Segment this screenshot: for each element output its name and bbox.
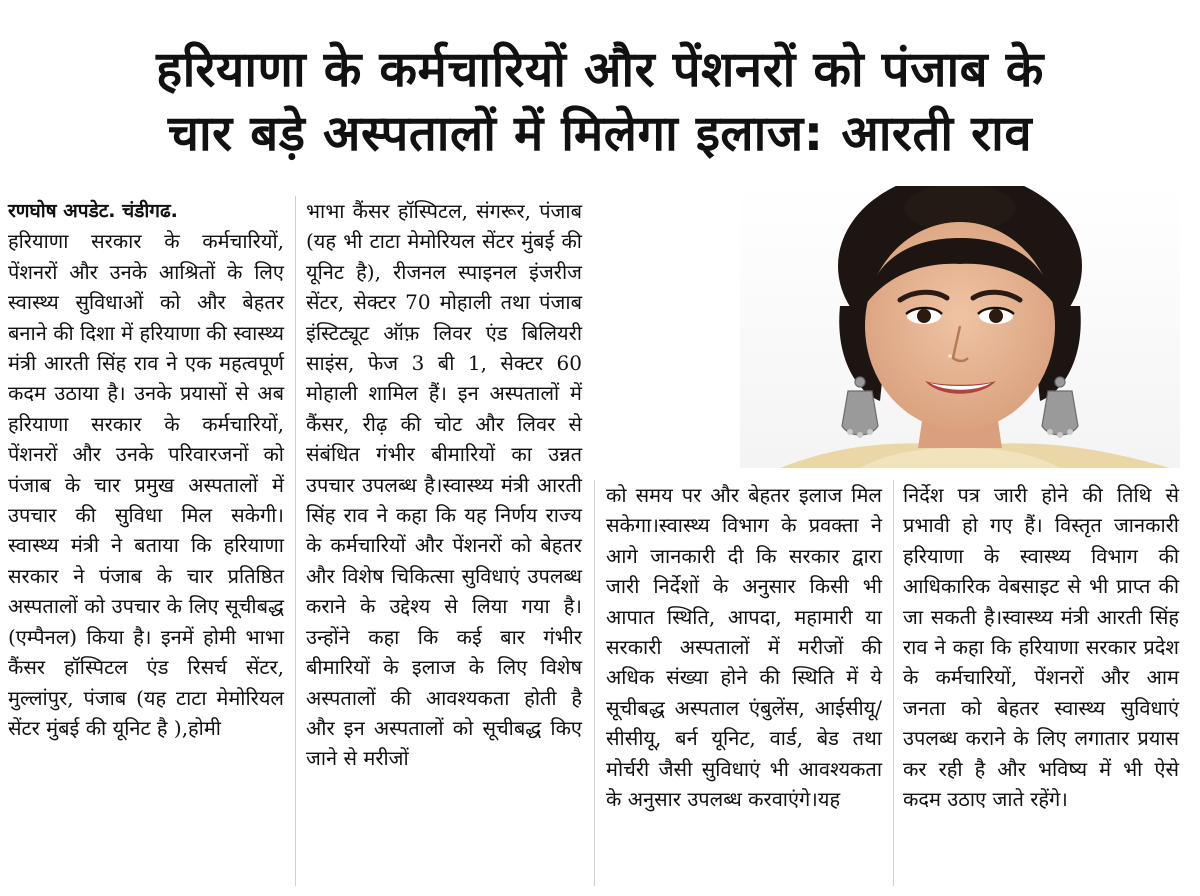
article-column-3	[606, 480, 882, 814]
article-column-1	[8, 196, 284, 743]
article-column-4	[903, 480, 1179, 814]
headline	[20, 38, 1180, 166]
column-3-text: को समय पर और बेहतर इलाज मिल सकेगा।स्वास्थ्य विभाग के प्रवक्ता ने आगे जानकारी दी कि सरकार द्वारा जारी निर्देशों के अनुसार किसी भी आपात स्थिति, आपदा, महामारी या सरकारी अस्पतालों में मरीजों की अधिक संख्या होने की स्थिति में ये सूचीबद्ध अस्पताल एंबुलेंस, आईसीयू/सीसीयू, बर्न यूनिट, वार्ड, बेड तथा मोर्चरी जैसी सुविधाएं भी आवश्यकता के अनुसार उपलब्ध करवाएंगे।यह	[606, 483, 882, 812]
portrait-photo	[740, 186, 1180, 468]
column-divider	[893, 480, 894, 886]
column-4-text: निर्देश पत्र जारी होने की तिथि से प्रभावी हो गए हैं। विस्तृत जानकारी हरियाणा के स्वास्थ्य विभाग की आधिकारिक वेबसाइट से भी प्राप्त की जा सकती है।स्वास्थ्य मंत्री आरती सिंह राव ने कहा कि हरियाणा सरकार प्रदेश के कर्मचारियों, पेंशनरों और आम जनता को बेहतर स्वास्थ्य सुविधाएं उपलब्ध कराने के लिए लगातार प्रयास कर रही है और भविष्य में भी ऐसे कदम उठाए जाते रहेंगे।	[903, 483, 1179, 812]
column-divider	[594, 480, 595, 886]
column-1-text: हरियाणा सरकार के कर्मचारियों, पेंशनरों और उनके आश्रितों के लिए स्वास्थ्य सुविधाओं को और बेहतर बनाने की दिशा में हरियाणा की स्वास्थ्य मंत्री आरती सिंह राव ने एक महत्वपूर्ण कदम उठाया है। उनके प्रयासों से अब हरियाणा सरकार के कर्मचारियों, पेंशनरों और उनके परिवारजनों को पंजाब के चार प्रमुख अस्पतालों में उपचार की सुविधा मिल सकेगी।स्वास्थ्य मंत्री ने बताया कि हरियाणा सरकार ने पंजाब के चार प्रतिष्ठित अस्पतालों को उपचार के लिए सूचीबद्ध (एम्पैनल) किया है। इनमें होमी भाभा कैंसर हॉस्पिटल एंड रिसर्च सेंटर, मुल्लांपुर, पंजाब (यह टाटा मेमोरियल सेंटर मुंबई की यूनिट है ),होमी	[8, 229, 284, 740]
headline-line-2: चार बड़े अस्पतालों में मिलेगा इलाज: आरती राव	[167, 105, 1033, 162]
dateline: रणघोष अपडेट. चंडीगढ.	[8, 200, 178, 222]
column-divider	[295, 196, 296, 886]
column-2-text: भाभा कैंसर हॉस्पिटल, संगरूर, पंजाब (यह भी टाटा मेमोरियल सेंटर मुंबई की यूनिट है), रीजनल स्पाइनल इंजरीज सेंटर, सेक्टर 70 मोहाली तथा पंजाब इंस्टिट्यूट ऑफ़ लिवर एंड बिलियरी साइंस, फेज 3 बी 1, सेक्टर 60 मोहाली शामिल हैं। इन अस्पतालों में कैंसर, रीढ़ की चोट और लिवर से संबंधित गंभीर बीमारियों का उन्नत उपचार उपलब्ध है।स्वास्थ्य मंत्री आरती सिंह राव ने कहा कि यह निर्णय राज्य के कर्मचारियों और पेंशनरों को बेहतर और विशेष चिकित्सा सुविधाएं उपलब्ध कराने के उद्देश्य से लिया गया है। उन्होंने कहा कि कई बार गंभीर बीमारियों के इलाज के लिए विशेष अस्पतालों की आवश्यकता होती है और इन अस्पतालों को सूचीबद्ध किए जाने से मरीजों	[306, 199, 582, 771]
headline-line-1: हरियाणा के कर्मचारियों और पेंशनरों को पंजाब के	[156, 41, 1044, 98]
portrait-illustration	[740, 186, 1180, 468]
article-column-2	[306, 196, 582, 774]
